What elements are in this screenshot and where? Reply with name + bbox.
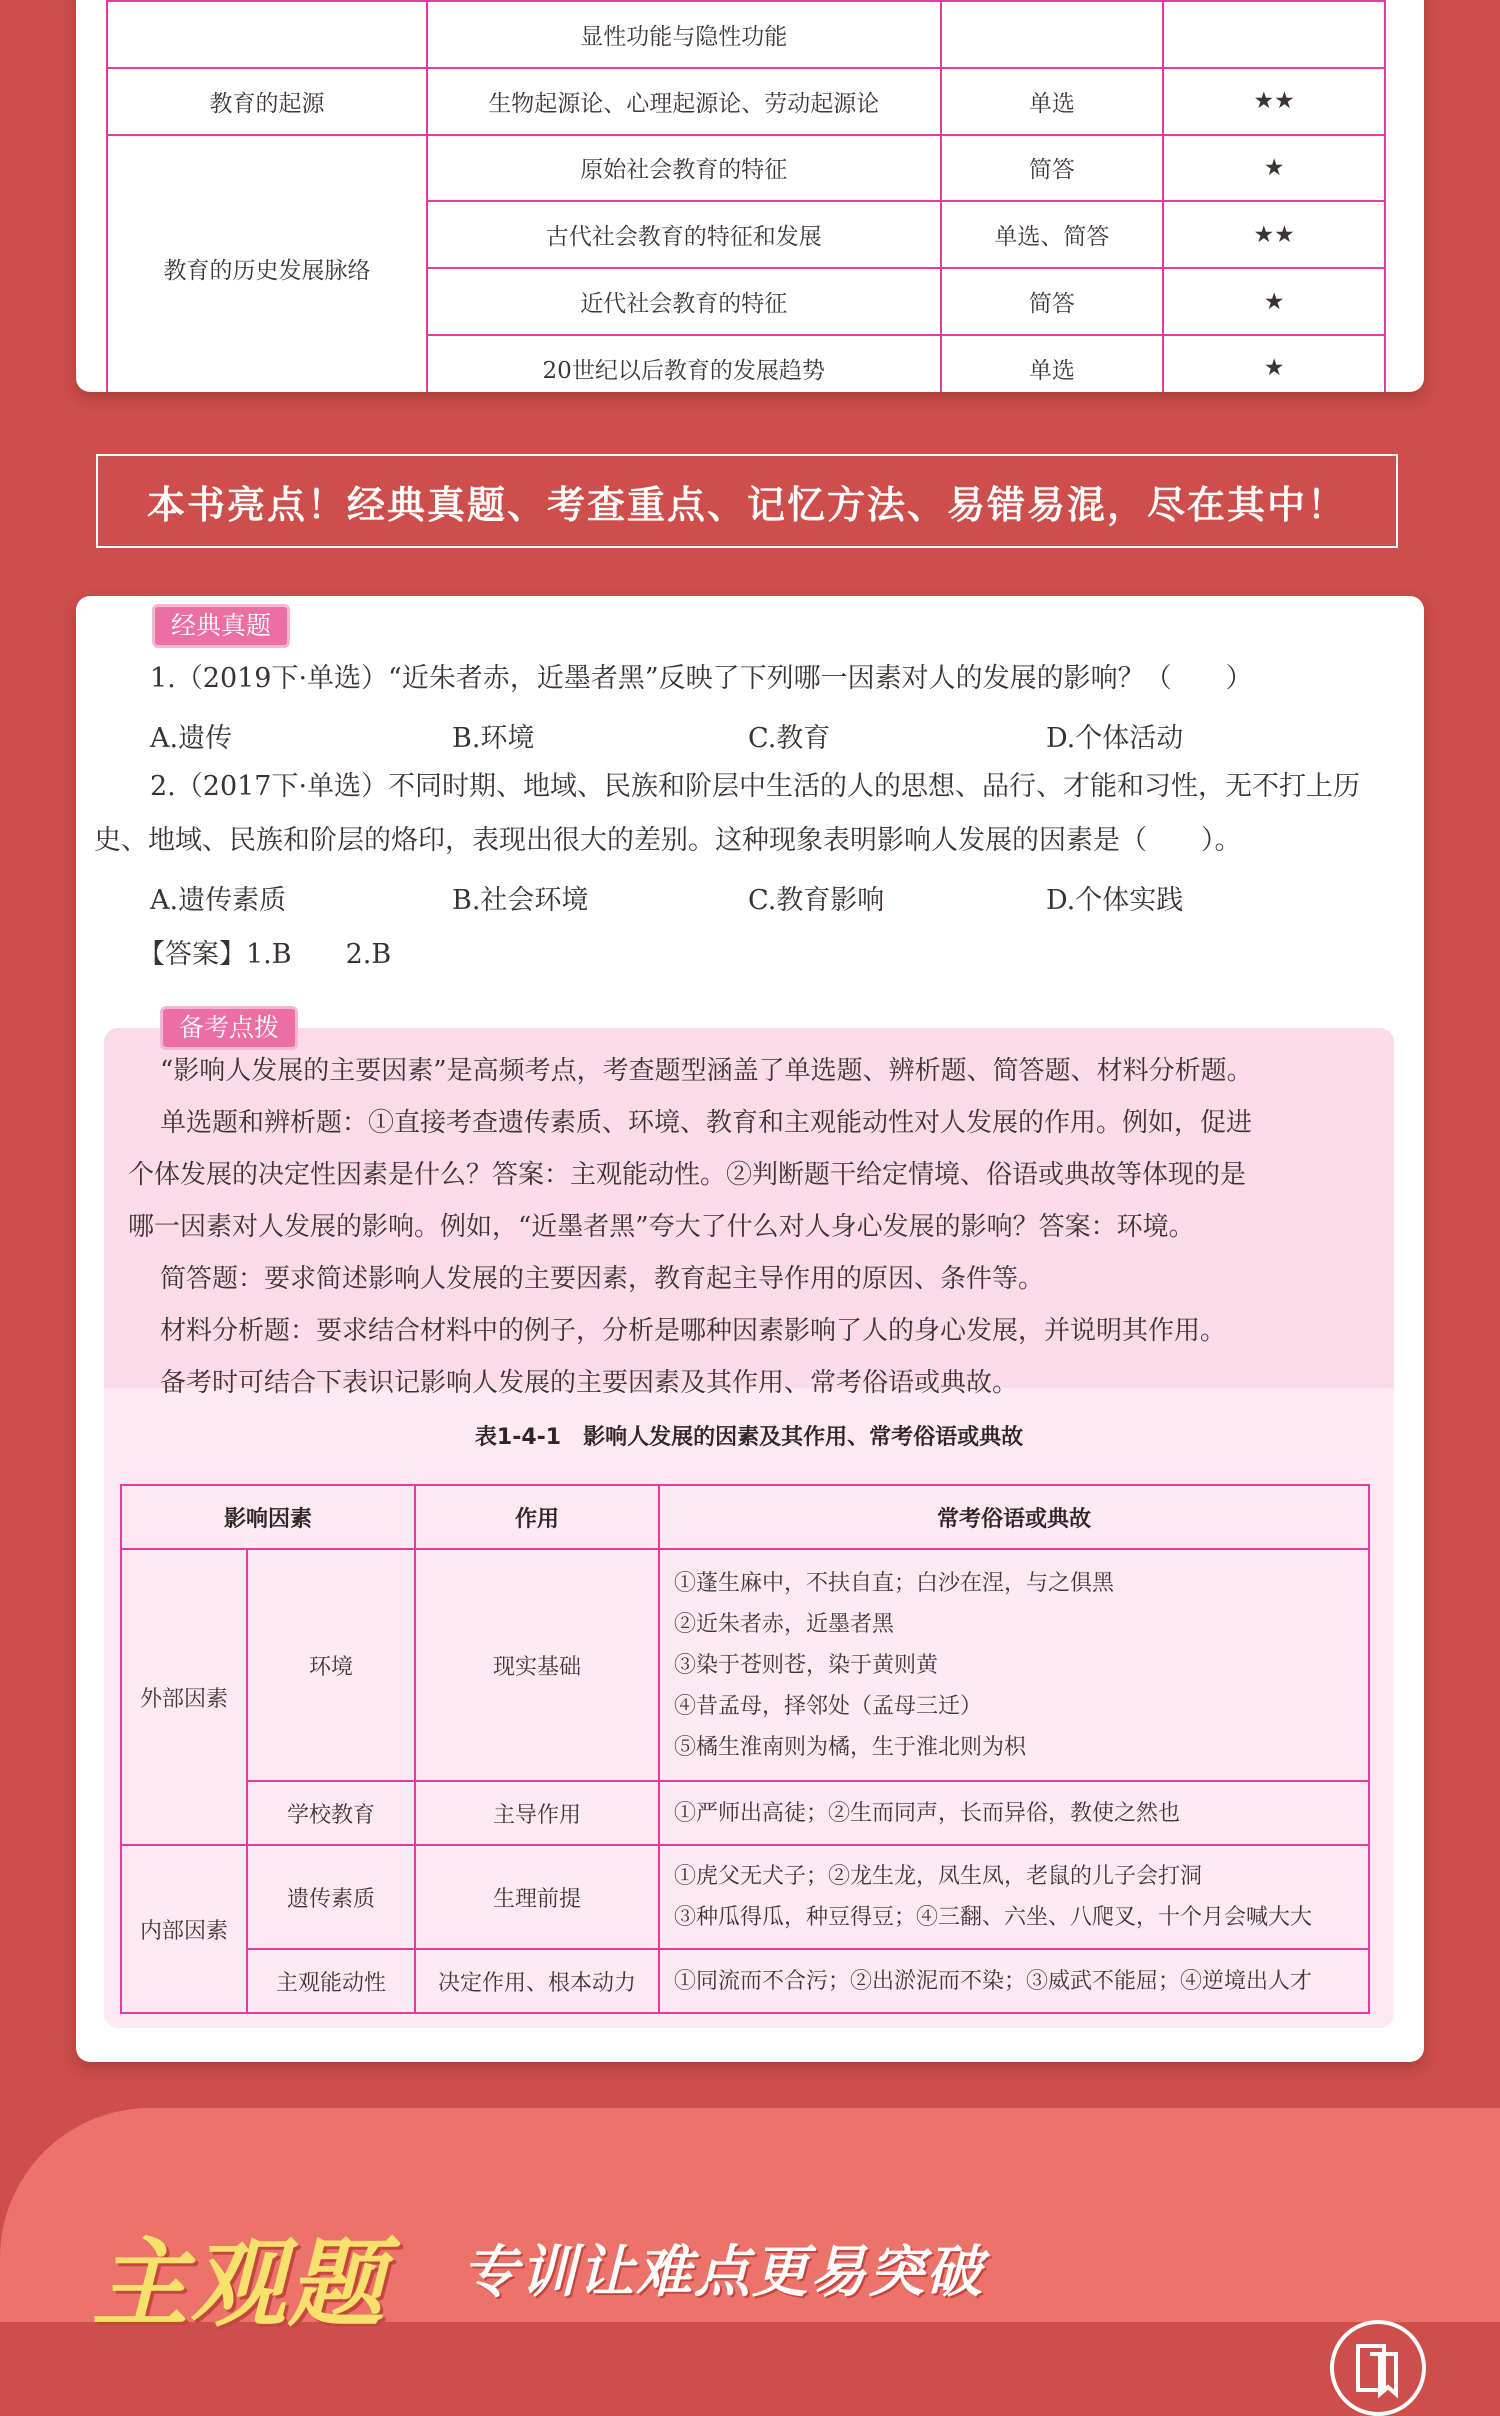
factor-name: 遗传素质 <box>247 1845 415 1949</box>
table-cell: 单选 <box>941 68 1164 135</box>
table-header-row <box>121 1485 1369 1549</box>
q2-option-c: C.教育影响 <box>748 885 885 916</box>
tip-paragraph: 备考时可结合下表识记影响人发展的主要因素及其作用、常考俗语或典故。 <box>160 1368 1019 1398</box>
stars-rating: ★★ <box>1163 68 1385 135</box>
exam-tips-tag: 备考点拨 <box>160 1006 298 1050</box>
table-cell: 简答 <box>941 268 1164 335</box>
table-row <box>121 1845 1369 1949</box>
table-cell <box>1163 1 1385 68</box>
q1-option-d: D.个体活动 <box>1046 723 1184 754</box>
factor-name: 主观能动性 <box>247 1949 415 2013</box>
question-2-line-2: 史、地域、民族和阶层的烙印，表现出很大的差别。这种现象表明影响人发展的因素是（ ）。 <box>94 825 1242 856</box>
q2-option-b: B.社会环境 <box>452 885 589 916</box>
table-row <box>121 1781 1369 1845</box>
q1-option-b: B.环境 <box>452 723 535 754</box>
tip-paragraph: “影响人发展的主要因素”是高频考点，考查题型涵盖了单选题、辨析题、简答题、材料分析题。 <box>160 1056 1253 1086</box>
q1-option-c: C.教育 <box>748 723 831 754</box>
tip-paragraph: 材料分析题：要求结合材料中的例子，分析是哪种因素影响了人的身心发展，并说明其作用。 <box>160 1316 1227 1346</box>
stars-rating: ★★ <box>1163 201 1385 268</box>
topic-table <box>106 0 1386 392</box>
table-cell <box>941 1 1164 68</box>
factor-role: 生理前提 <box>415 1845 659 1949</box>
stars-rating: ★ <box>1163 268 1385 335</box>
table-cell: 教育的历史发展脉络 <box>107 135 427 392</box>
factor-group-label: 外部因素 <box>121 1549 247 1845</box>
saying-line: ②近朱者赤，近墨者黑 <box>674 1611 895 1637</box>
table-cell <box>107 1 427 68</box>
table-cell: 单选 <box>941 335 1164 392</box>
factor-sayings <box>659 1549 1369 1781</box>
factor-sayings: ①同流而不合污；②出淤泥而不染；③威武不能屈；④逆境出人才 <box>659 1949 1369 2013</box>
book-icon[interactable] <box>1330 2320 1426 2416</box>
tip-paragraph: 个体发展的决定性因素是什么？答案：主观能动性。②判断题干给定情境、俗语或典故等体现的是 <box>128 1160 1247 1190</box>
column-header: 常考俗语或典故 <box>659 1485 1369 1549</box>
question-2-line-1: 2.（2017下·单选）不同时期、地域、民族和阶层中生活的人的思想、品行、才能和习性，无不打上历 <box>150 771 1361 802</box>
q2-option-d: D.个体实践 <box>1046 885 1184 916</box>
tip-paragraph: 简答题：要求简述影响人发展的主要因素，教育起主导作用的原因、条件等。 <box>160 1264 1045 1294</box>
table-cell: 原始社会教育的特征 <box>427 135 941 202</box>
q1-option-a: A.遗传 <box>150 723 233 754</box>
stars-rating: ★ <box>1163 135 1385 202</box>
saying-line: ④昔孟母，择邻处（孟母三迁） <box>674 1693 983 1719</box>
factor-sayings <box>659 1845 1369 1949</box>
tip-paragraph: 单选题和辨析题：①直接考查遗传素质、环境、教育和主观能动性对人发展的作用。例如，促进 <box>160 1108 1253 1138</box>
factor-sayings: ①严师出高徒；②生而同声，长而异俗，教使之然也 <box>659 1781 1369 1845</box>
content-card <box>76 596 1424 2062</box>
column-header: 作用 <box>415 1485 659 1549</box>
table-row <box>121 1549 1369 1781</box>
saying-line: ③种瓜得瓜，种豆得豆；④三翻、六坐、八爬叉，十个月会喊大大 <box>674 1905 1313 1930</box>
classic-questions-tag: 经典真题 <box>152 604 290 648</box>
table-row <box>107 135 1385 202</box>
factor-name: 学校教育 <box>247 1781 415 1845</box>
footer-subheadline: 专训让难点更易突破 <box>462 2240 984 2305</box>
factor-role: 决定作用、根本动力 <box>415 1949 659 2013</box>
table-cell: 显性功能与隐性功能 <box>427 1 941 68</box>
saying-line: ⑤橘生淮南则为橘，生于淮北则为枳 <box>674 1734 1027 1760</box>
table-cell: 20世纪以后教育的发展趋势 <box>427 335 941 392</box>
column-header: 影响因素 <box>121 1485 415 1549</box>
saying-line: ③染于苍则苍，染于黄则黄 <box>674 1652 939 1678</box>
table-row <box>121 1949 1369 2013</box>
answer-line: 【答案】1.B 2.B <box>138 939 392 970</box>
question-1: 1.（2019下·单选）“近朱者赤，近墨者黑”反映了下列哪一因素对人的发展的影响？（ ） <box>150 663 1253 694</box>
factor-name: 环境 <box>247 1549 415 1781</box>
table-row <box>107 68 1385 135</box>
table-cell: 古代社会教育的特征和发展 <box>427 201 941 268</box>
q2-option-a: A.遗传素质 <box>150 885 287 916</box>
factor-table <box>120 1484 1370 2014</box>
top-table-card <box>76 0 1424 392</box>
highlight-banner <box>96 454 1398 548</box>
factor-role: 主导作用 <box>415 1781 659 1845</box>
stars-rating: ★ <box>1163 335 1385 392</box>
banner-text: 本书亮点！经典真题、考查重点、记忆方法、易错易混，尽在其中！ <box>146 482 1347 527</box>
table-row <box>107 1 1385 68</box>
table-caption: 表1-4-1 影响人发展的因素及其作用、常考俗语或典故 <box>474 1425 1024 1450</box>
promo-footer <box>0 2108 1500 2340</box>
factor-role: 现实基础 <box>415 1549 659 1781</box>
saying-line: ①蓬生麻中，不扶自直；白沙在涅，与之俱黑 <box>674 1570 1115 1596</box>
table-cell: 简答 <box>941 135 1164 202</box>
factor-group-label: 内部因素 <box>121 1845 247 2013</box>
saying-line: ①虎父无犬子；②龙生龙，凤生凤，老鼠的儿子会打洞 <box>674 1864 1203 1889</box>
footer-headline: 主观题 <box>92 2228 386 2340</box>
table-cell: 教育的起源 <box>107 68 427 135</box>
table-cell: 单选、简答 <box>941 201 1164 268</box>
table-cell: 生物起源论、心理起源论、劳动起源论 <box>427 68 941 135</box>
tip-paragraph: 哪一因素对人发展的影响。例如，“近墨者黑”夸大了什么对人身心发展的影响？答案：环境。 <box>128 1212 1195 1242</box>
table-cell: 近代社会教育的特征 <box>427 268 941 335</box>
